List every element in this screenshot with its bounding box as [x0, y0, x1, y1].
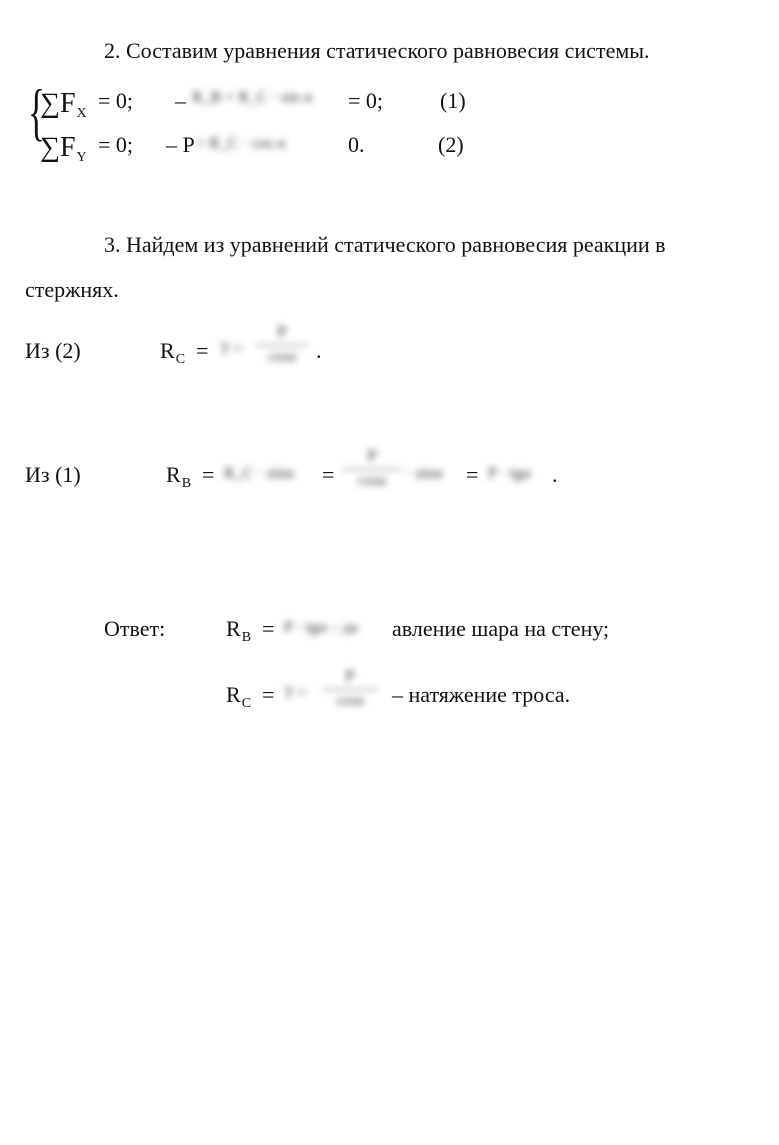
from2-frac-den: cosα: [268, 349, 296, 365]
answer-line2-frac-den: cosα: [336, 693, 364, 709]
answer-line2-frac-bar: [322, 689, 378, 690]
section3-heading-line2: стержнях.: [25, 277, 119, 302]
eq2-eq-zero: = 0;: [98, 132, 134, 157]
answer-line1-lhs-sub: B: [241, 630, 252, 645]
eq1-sum: ∑F: [40, 88, 76, 119]
eq2-minus: – P: [166, 132, 195, 157]
answer-line1-eq: =: [262, 616, 275, 641]
eq1-sub: X: [76, 106, 87, 121]
eq1-tail: = 0;: [348, 88, 384, 113]
from1-hidden-part3: P · tgα: [488, 465, 531, 482]
answer-line1-hidden: P · tgα – да: [284, 619, 358, 636]
from1-lhs: $R_B$: [166, 462, 192, 491]
eq2-sum: ∑F: [40, 132, 76, 163]
eq2-sub: Y: [76, 150, 87, 165]
from2-lhs: $R_C$: [160, 338, 186, 367]
from1-frac-bar: [342, 469, 402, 470]
answer-line1-lhs: $R_B$: [226, 616, 252, 645]
answer-line2-lhs: $R_C$: [226, 682, 252, 711]
eq1-hidden-term: R_B + R_C · sin α: [192, 89, 313, 106]
system-brace: {: [28, 76, 45, 147]
from2-hidden-prefix: T =: [220, 341, 243, 358]
section2-heading: 2. Составим уравнения статического равновесия системы.: [104, 38, 650, 63]
from1-eq: =: [202, 462, 215, 487]
answer-line2-fraction: [322, 666, 378, 710]
eq1-minus: –: [175, 88, 186, 113]
from2-label: Из (2): [25, 338, 81, 363]
from1-label: Из (1): [25, 462, 81, 487]
from2-frac-bar: [256, 345, 308, 346]
eq2-hidden-term: + R_C · cos α: [196, 135, 286, 152]
from1-fraction: [342, 446, 402, 490]
section3-heading-line1: 3. Найдем из уравнений статического равновесия реакции в: [104, 232, 666, 257]
answer-label: Ответ:: [104, 616, 166, 641]
from1-frac-den: cosα: [358, 473, 386, 489]
from2-tail: .: [316, 338, 322, 363]
eq2-tail: 0.: [348, 132, 365, 157]
from1-eq3: =: [466, 462, 479, 487]
from2-lhs-sub: C: [175, 352, 186, 367]
from1-frac-num: P: [367, 446, 377, 465]
answer-line2-hidden-prefix: T =: [284, 685, 307, 702]
from2-fraction: [256, 322, 308, 366]
answer-line2-lhs-sub: C: [241, 696, 252, 711]
from2-eq: =: [196, 338, 209, 363]
from2-frac-num: P: [277, 322, 287, 341]
answer-line2-frac-num: P: [345, 666, 355, 685]
eq2-number: (2): [438, 132, 464, 157]
answer-line2-eq: =: [262, 682, 275, 707]
from1-hidden-part2: · sinα: [406, 465, 443, 482]
equation-2: [40, 132, 87, 165]
answer-line2-text: – натяжение троса.: [392, 682, 571, 707]
from1-tail: .: [552, 462, 558, 487]
answer-line1-text: авление шара на стену;: [392, 616, 610, 641]
from1-lhs-sub: B: [181, 476, 192, 491]
eq1-number: (1): [440, 88, 466, 113]
equation-1: [40, 88, 87, 121]
from1-hidden-part1: R_C · sinα: [224, 465, 294, 482]
eq1-eq-zero: = 0;: [98, 88, 134, 113]
from1-eq2: =: [322, 462, 335, 487]
